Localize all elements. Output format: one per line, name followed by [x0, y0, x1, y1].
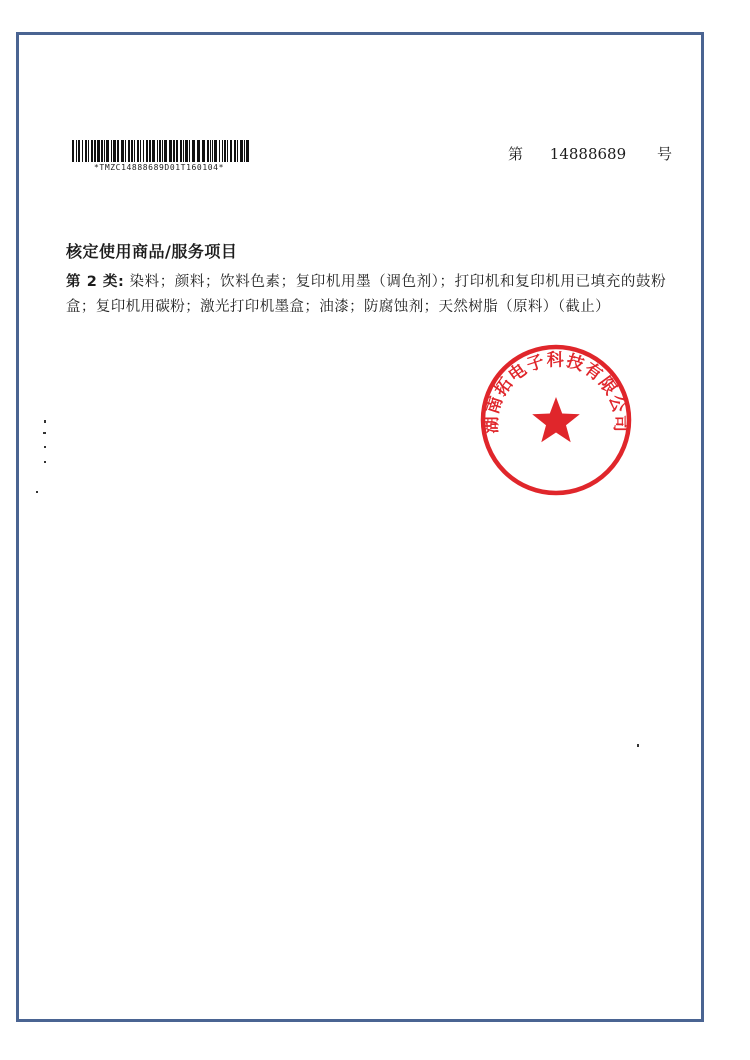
barcode-bar — [125, 140, 126, 162]
barcode-bar — [183, 140, 184, 162]
barcode-bar — [72, 140, 74, 162]
barcode-bar — [131, 140, 133, 162]
barcode-bar — [97, 140, 100, 162]
barcode-bar — [207, 140, 209, 162]
barcode-bar — [234, 140, 236, 162]
barcode-bar — [140, 140, 141, 162]
barcode-bar — [82, 140, 83, 162]
barcode-bar — [237, 140, 238, 162]
barcode-bar — [212, 140, 213, 162]
scan-speck — [36, 491, 38, 493]
company-seal-stamp — [478, 342, 634, 498]
barcode-bar — [128, 140, 130, 162]
barcode-bar — [104, 140, 105, 162]
barcode-bar — [197, 140, 200, 162]
barcode-bar — [94, 140, 96, 162]
barcode-bar — [85, 140, 87, 162]
barcode-bar — [91, 140, 93, 162]
barcode-bar — [222, 140, 223, 162]
barcode-bar — [134, 140, 135, 162]
scan-speck — [637, 744, 639, 747]
barcode-bar — [152, 140, 155, 162]
barcode-bar — [121, 140, 124, 162]
barcode-bar — [76, 140, 77, 162]
barcode-bar — [106, 140, 109, 162]
barcode-bar — [149, 140, 151, 162]
class-label: 第 2 类: — [66, 274, 125, 290]
goods-class-paragraph — [66, 270, 666, 320]
barcode-bar — [117, 140, 119, 162]
barcode-bar — [164, 140, 167, 162]
barcode-bar — [159, 140, 161, 162]
barcode-bar — [202, 140, 205, 162]
barcode-bar — [180, 140, 182, 162]
seal-text: 湖南拓电子科技有限公司 — [481, 350, 631, 434]
barcode-bar — [101, 140, 103, 162]
barcode-bar — [227, 140, 228, 162]
section-title: 核定使用商品/服务项目 — [66, 242, 238, 261]
goods-list-text: 染料；颜料；饮料色素；复印机用墨（调色剂）；打印机和复印机用已填充的鼓粉盒；复印机用碳粉；激光打印机墨盒；油漆；防腐蚀剂；天然树脂（原料）（截止） — [66, 274, 666, 315]
registration-number — [508, 143, 672, 164]
barcode-bar — [240, 140, 243, 162]
barcode-bar — [111, 140, 112, 162]
barcode-bar — [185, 140, 188, 162]
registration-suffix: 号 — [656, 145, 672, 163]
barcode-bar — [246, 140, 249, 162]
scan-speck — [44, 446, 46, 448]
scan-speck — [44, 420, 46, 423]
barcode-bar — [113, 140, 116, 162]
barcode-bar — [210, 140, 211, 162]
barcode-bar — [224, 140, 226, 162]
registration-prefix: 第 — [508, 145, 524, 163]
barcode-caption: *TMZC14888689D01T160104* — [94, 163, 224, 172]
barcode-bar — [176, 140, 178, 162]
seal-star-icon — [532, 397, 580, 442]
barcode-bar — [189, 140, 190, 162]
barcode-block — [72, 140, 252, 172]
barcode-image — [72, 140, 250, 162]
barcode-bar — [78, 140, 80, 162]
registration-number-value: 14888689 — [549, 145, 627, 163]
barcode-bar — [162, 140, 163, 162]
barcode-bar — [219, 140, 220, 162]
barcode-bar — [169, 140, 172, 162]
scan-speck — [43, 432, 46, 434]
barcode-bar — [214, 140, 217, 162]
barcode-bar — [244, 140, 245, 162]
barcode-bar — [143, 140, 144, 162]
barcode-bar — [230, 140, 232, 162]
barcode-bar — [192, 140, 195, 162]
barcode-bar — [173, 140, 175, 162]
barcode-bar — [88, 140, 89, 162]
barcode-bar — [137, 140, 139, 162]
page-border-frame — [16, 32, 704, 1022]
barcode-bar — [146, 140, 148, 162]
barcode-bar — [157, 140, 158, 162]
scan-speck — [44, 461, 46, 463]
